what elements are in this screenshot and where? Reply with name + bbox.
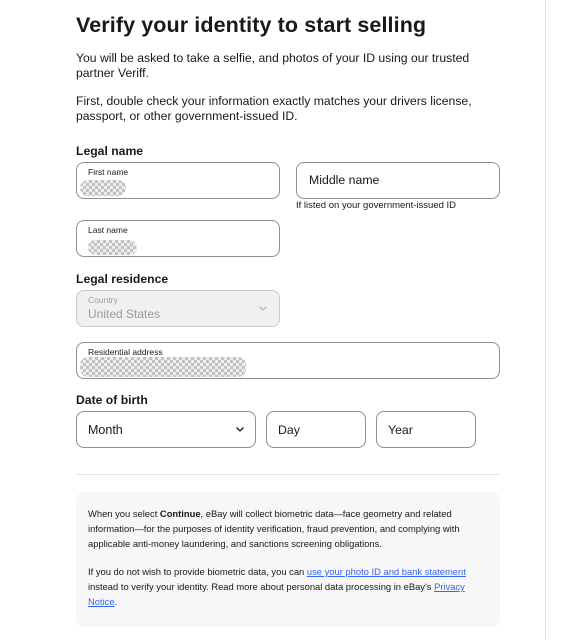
redacted-last-name: [88, 240, 137, 255]
section-divider: [76, 474, 500, 475]
middle-name-placeholder: Middle name: [309, 173, 380, 187]
birth-day-placeholder: Day: [278, 423, 300, 437]
chevron-down-icon: [259, 306, 267, 311]
legal-name-heading: Legal name: [76, 144, 144, 158]
chevron-down-icon: [236, 427, 244, 432]
legal-residence-heading: Legal residence: [76, 272, 169, 286]
country-value: United States: [88, 307, 161, 321]
first-name-field[interactable]: [76, 162, 280, 199]
alternative-text-prefix: If you do not wish to provide biometric data, you can: [88, 566, 307, 577]
alternative-verification-text: [88, 564, 490, 609]
birth-year-placeholder: Year: [388, 423, 413, 437]
photo-id-bank-statement-link[interactable]: use your photo ID and bank statement: [306, 566, 466, 577]
redacted-first-name: [80, 180, 126, 196]
instructions-text: First, double check your information exactly matches your drivers license, passport, or other government-issued ID.: [76, 94, 472, 123]
country-select: [76, 290, 280, 327]
last-name-field[interactable]: [76, 220, 280, 257]
consent-text-body: , eBay will collect biometric data—face geometry and related information—for the purposes of identity verification, fraud prevention, and complying with applicable anti-money laundering, and sanctions screening obligations.: [88, 508, 460, 549]
birth-month-select[interactable]: [76, 411, 256, 448]
alternative-text-body: instead to verify your identity. Read more about personal data processing in eBay's: [88, 581, 435, 592]
middle-name-hint: If listed on your government-issued ID: [296, 200, 456, 211]
biometric-notice: [76, 492, 500, 627]
alternative-text-end: .: [114, 596, 118, 607]
continue-emphasis: Continue: [159, 508, 201, 519]
biometric-consent-text: [88, 506, 490, 551]
consent-text-prefix: When you select: [88, 508, 160, 519]
residential-address-label: Residential address: [88, 347, 163, 357]
middle-name-field[interactable]: [296, 162, 500, 199]
page-right-border: [545, 0, 546, 640]
residential-address-field[interactable]: [76, 342, 500, 379]
birth-day-field[interactable]: [266, 411, 366, 448]
country-label: Country: [88, 295, 118, 305]
date-of-birth-heading: Date of birth: [76, 393, 148, 407]
birth-year-field[interactable]: [376, 411, 476, 448]
page-title: Verify your identity to start selling: [76, 13, 427, 37]
privacy-notice-link[interactable]: Privacy Notice: [88, 581, 465, 607]
birth-month-value: Month: [88, 423, 123, 437]
intro-text: You will be asked to take a selfie, and photos of your ID using our trusted partner Veriff.: [76, 51, 470, 80]
redacted-address: [80, 357, 246, 377]
last-name-label: Last name: [88, 225, 128, 235]
first-name-label: First name: [88, 167, 129, 177]
